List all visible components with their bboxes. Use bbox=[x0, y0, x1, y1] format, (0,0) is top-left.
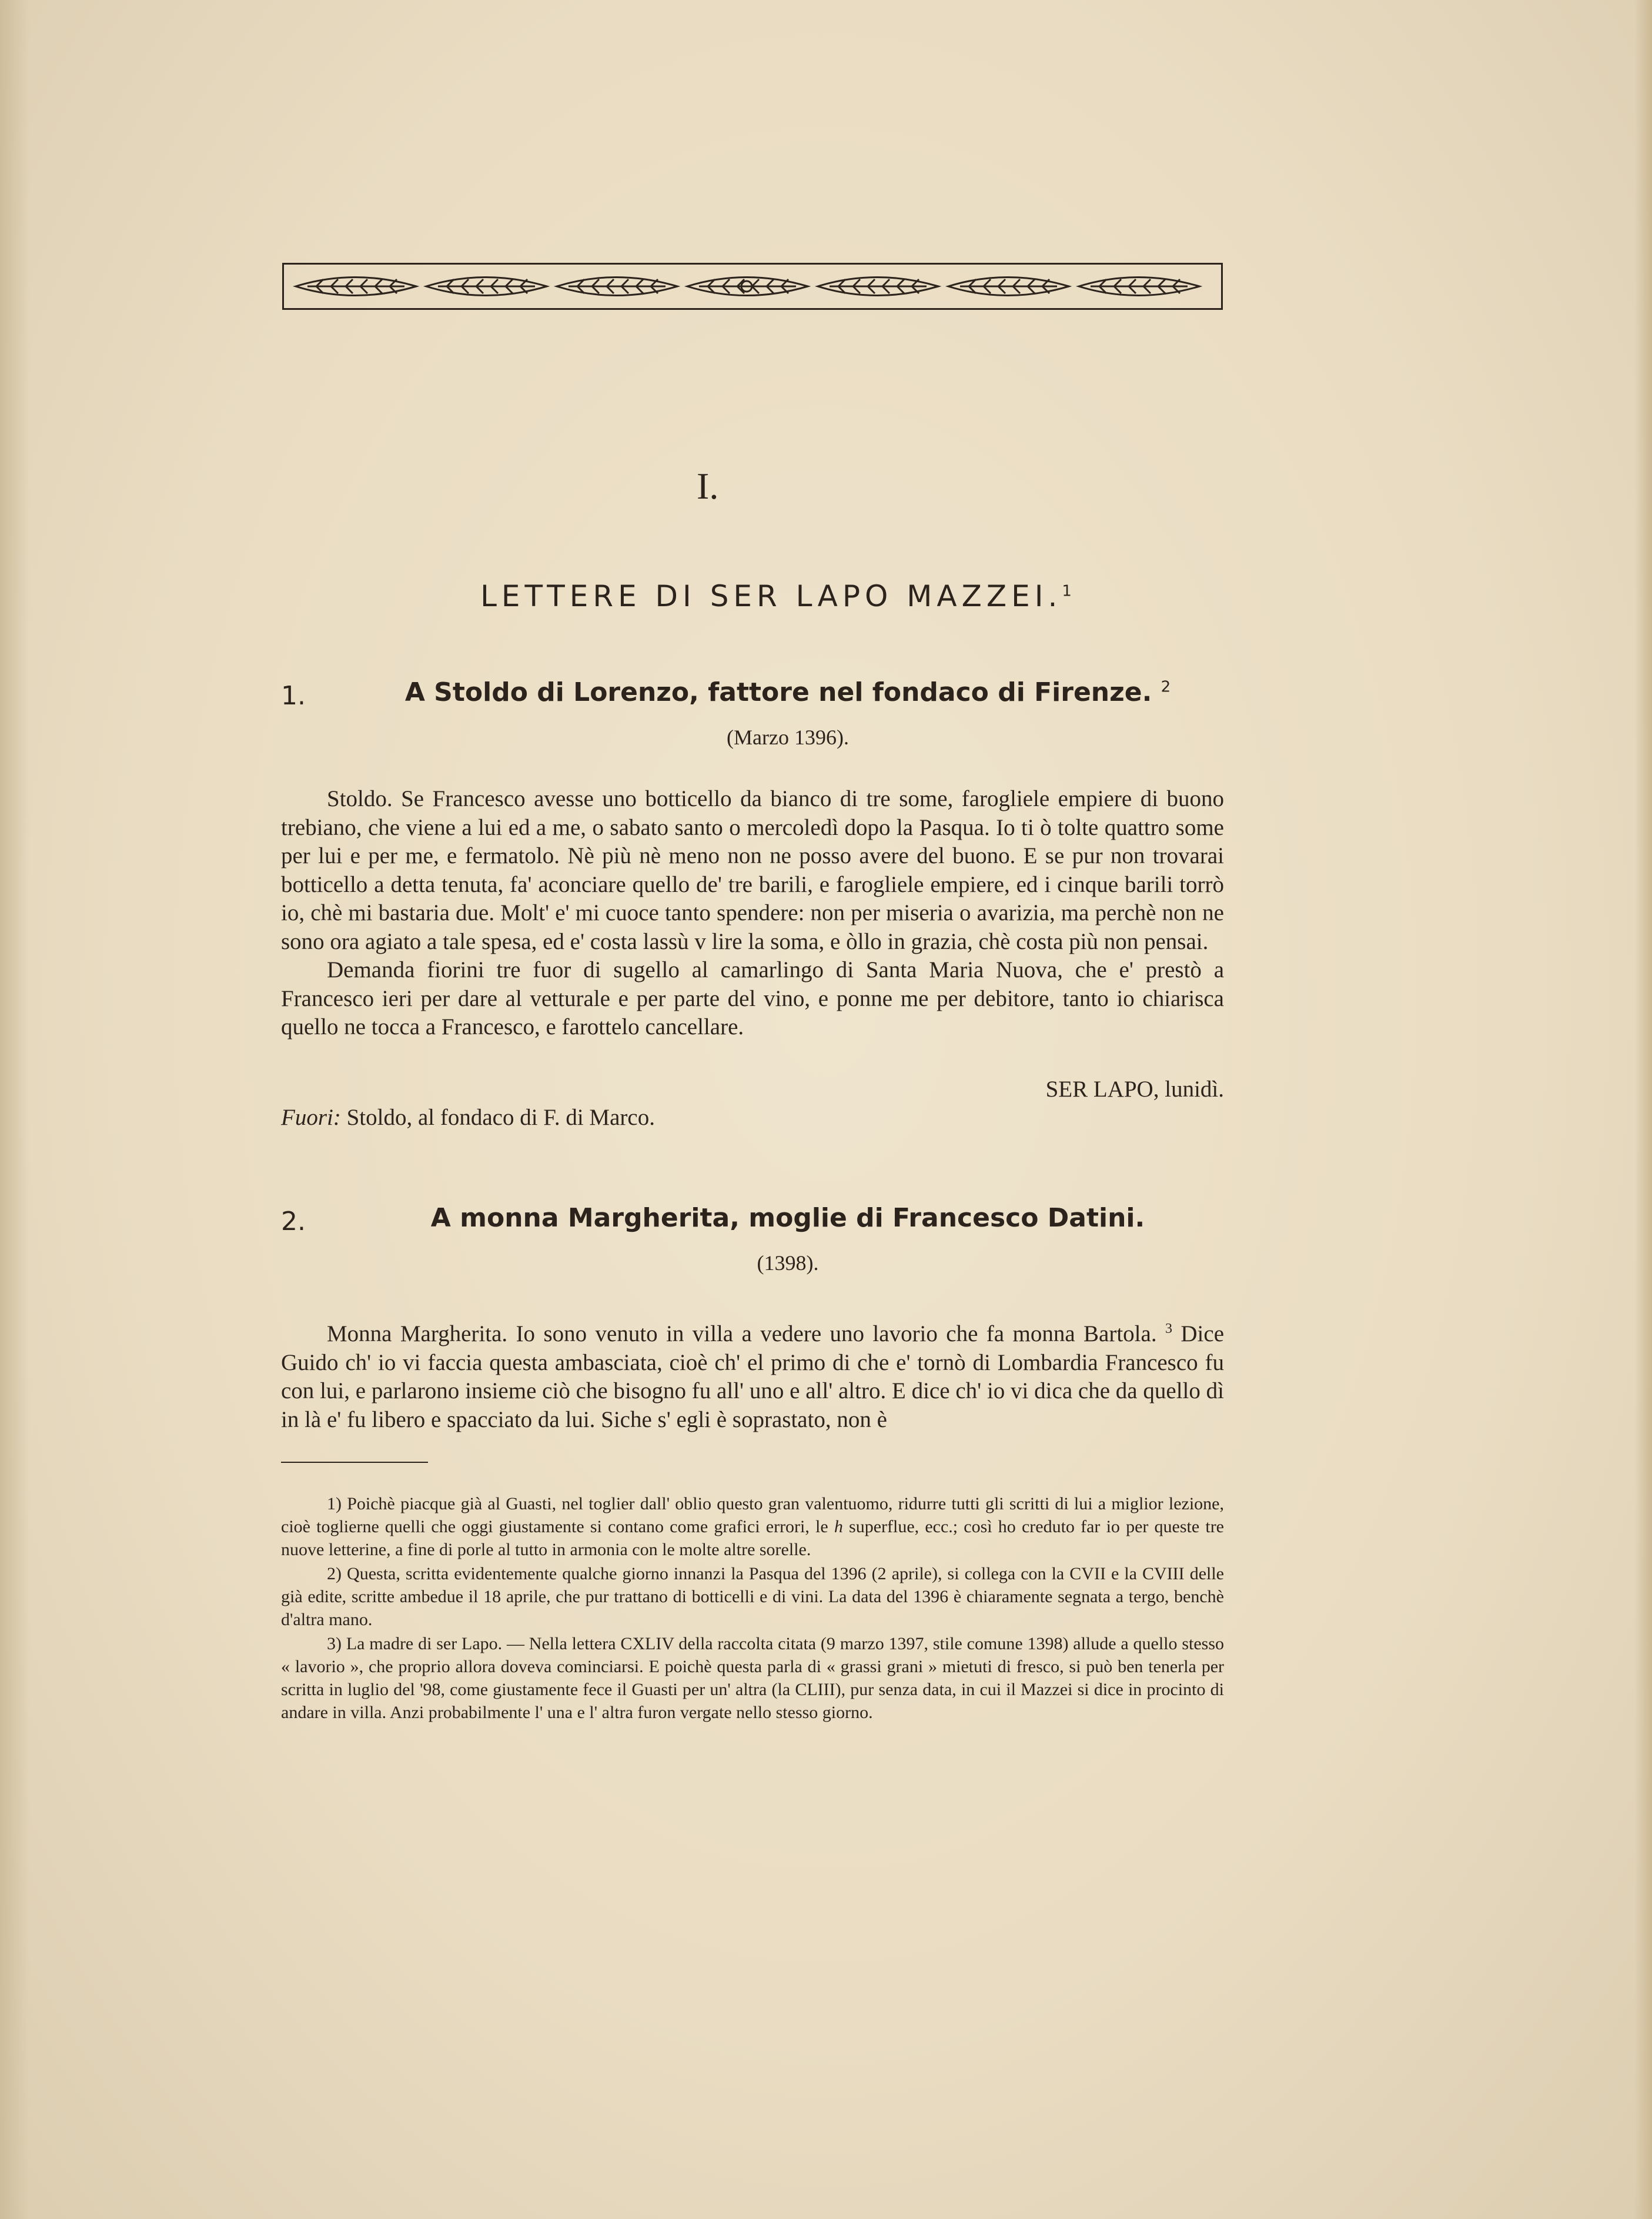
footnote-2-mark: 2) bbox=[327, 1564, 342, 1583]
page-edge-shadow-left bbox=[0, 0, 29, 2219]
footnote-ref-3[interactable]: 3 bbox=[1165, 1321, 1172, 1336]
footnote-3-mark: 3) bbox=[327, 1634, 342, 1653]
footnote-2 bbox=[281, 1562, 1224, 1631]
section-title bbox=[306, 579, 1246, 613]
letter-1-signature bbox=[281, 1076, 1224, 1102]
letter-2-body bbox=[281, 1315, 1224, 1434]
laurel-ornament-icon bbox=[290, 269, 1215, 303]
decorative-header-border bbox=[282, 263, 1223, 310]
letter-1-heading-text: A Stoldo di Lorenzo, fattore nel fondaco di Firenze. bbox=[404, 677, 1152, 707]
footnote-3 bbox=[281, 1632, 1224, 1724]
signature-name: SER LAPO bbox=[1045, 1077, 1153, 1102]
letter-2-date: (1398). bbox=[757, 1251, 819, 1275]
footnotes bbox=[281, 1492, 1224, 1725]
footnote-divider bbox=[281, 1462, 428, 1463]
footnote-1 bbox=[281, 1492, 1224, 1561]
signature-day: , lunidì. bbox=[1153, 1077, 1224, 1102]
footnote-1-em: h bbox=[834, 1517, 843, 1536]
letter-2-paragraph-rest: Dice Guido ch' io vi faccia questa ambasciata, cioè ch' el primo di che e' tornò di Lombardia Francesco fu con lui, e parlarono insieme ciò che bisogno fu all' uno e all' altro. E dice ch' io vi dica che da quello dì in là e' fu libero e spacciato da lui. Siche s' egli è soprastato, non è bbox=[281, 1321, 1224, 1432]
outside-text: Stoldo, al fondaco di F. di Marco. bbox=[340, 1105, 655, 1130]
page-edge-shadow-right bbox=[1634, 0, 1652, 2219]
footnote-1-rest: superflue, ecc.; così ho creduto far io per queste tre nuove letterine, a fine di porle al tutto in armonia con le molte altre sorelle. bbox=[281, 1517, 1224, 1559]
chapter-numeral: I. bbox=[697, 465, 719, 507]
letter-2-heading: A monna Margherita, moglie di Francesco Datini. bbox=[430, 1203, 1145, 1233]
footnote-2-text: Questa, scritta evidentemente qualche giorno innanzi la Pasqua del 1396 (2 aprile), si collega con la CVII e la CVIII delle già edite, scritte ambedue il 18 aprile, che pur trattano di botticelli e di vini. La data del 1396 è chiaramente segnata a tergo, benchè d'altra mano. bbox=[281, 1564, 1225, 1629]
footnote-3-text: La madre di ser Lapo. — Nella lettera CXLIV della raccolta citata (9 marzo 1397, stile comune 1398) allude a quello stesso « lavorio », che proprio allora doveva cominciarsi. E poichè questa parla di « grassi grani » mietuti di fresco, si può ben tenerla per scritta in luglio del '98, come giustamente fece il Guasti per un' altra (la CLIII), pur senza data, in cui il Mazzei si dice in procinto di andare in villa. Anzi probabilmente l' una e l' altra furon vergate nello stesso giorno. bbox=[281, 1634, 1225, 1722]
letter-2-number: 2. bbox=[281, 1207, 306, 1237]
letter-2-paragraph-text: Monna Margherita. Io sono venuto in villa a vedere uno lavorio che fa monna Bartola. bbox=[327, 1321, 1157, 1346]
outside-label: Fuori: bbox=[281, 1105, 341, 1130]
footnote-ref-2[interactable]: 2 bbox=[1161, 678, 1171, 696]
footnote-1-text: Poichè piacque già al Guasti, nel toglier dall' oblio questo gran valentuomo, ridurre tutti gli scritti di lui a miglior lezione, cioè toglierne quelli che oggi giustamente si contano come grafici errori, le bbox=[281, 1494, 1224, 1536]
footnote-1-mark: 1) bbox=[327, 1494, 342, 1513]
letter-2-paragraph-1 bbox=[281, 1315, 1224, 1434]
letter-1-date: (Marzo 1396). bbox=[727, 726, 849, 749]
letter-1-paragraph-2: Demanda fiorini tre fuor di sugello al camarlingo di Santa Maria Nuova, che e' prestò a Francesco ieri per dare al vetturale e per parte del vino, e ponne me per debitore, tanto io chiarisca quello ne tocca a Francesco, e farottelo cancellare. bbox=[281, 957, 1224, 1040]
footnote-ref-1[interactable]: 1 bbox=[1062, 582, 1072, 600]
letter-1-paragraph-1: Stoldo. Se Francesco avesse uno botticello da bianco di tre some, farogliele empiere di buono trebiano, che viene a lui ed a me, o sabato santo o mercoledì dopo la Pasqua. Io ti ò tolte quattro some per lui e per me, e fermatolo. Nè più nè meno non ne posso avere del buono. E se pur non trovarai botticello a detta tenuta, fa' aconciare quello de' tre barili, e farogliele empiere, ed i cinque barili torrò io, chè mi bastaria due. Molt' e' mi cuoce tanto spendere: non per miseria o avarizia, ma perchè non ne sono ora agiato a tale spesa, ed e' costa lassù v lire la soma, e òllo in grazia, chè costa più non pensai. bbox=[281, 786, 1224, 954]
letter-1-body bbox=[281, 785, 1224, 1042]
letter-1-heading bbox=[353, 677, 1223, 707]
letter-1-number: 1. bbox=[281, 681, 306, 711]
section-title-text: LETTERE DI SER LAPO MAZZEI. bbox=[480, 579, 1062, 613]
letter-1-outside-address bbox=[281, 1104, 1224, 1131]
laurel-garland-1 bbox=[296, 278, 416, 296]
